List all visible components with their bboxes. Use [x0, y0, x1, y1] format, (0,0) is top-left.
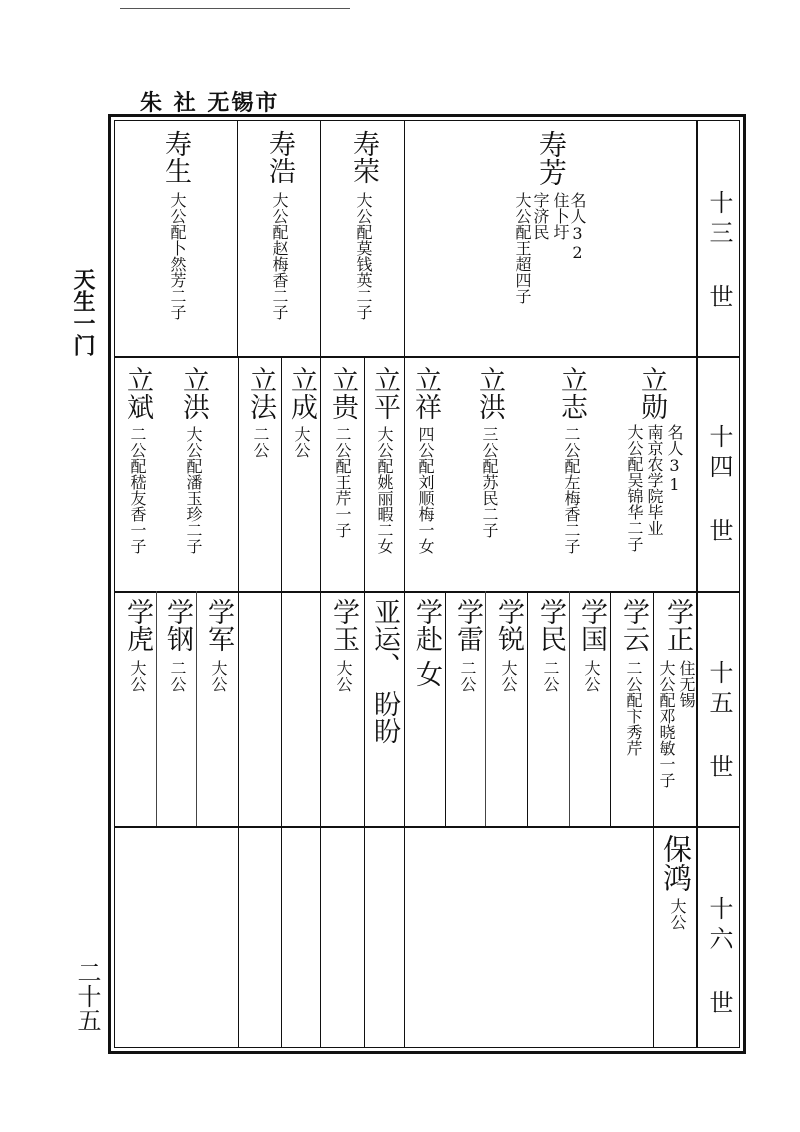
person-name: 学正: [662, 598, 693, 652]
cell-divider: [320, 356, 321, 591]
generation-label-14: 十四 世: [705, 424, 733, 548]
person-note: 住卜圩: [551, 192, 570, 240]
generation-label-16: 十六 世: [705, 896, 733, 1020]
person-note: 大公: [499, 660, 518, 692]
cell-divider: [156, 591, 157, 826]
cell-divider: [445, 591, 446, 826]
person-note: 二公: [541, 660, 560, 692]
person-note: 女: [411, 660, 442, 687]
cell-divider: [320, 120, 321, 356]
person-name: 学云: [618, 598, 649, 652]
row-divider: [114, 591, 740, 593]
person-name: 学民: [535, 598, 566, 652]
cell-divider: [527, 591, 528, 826]
person-name: 保鸿: [659, 834, 693, 892]
person-name: 学虎: [122, 598, 153, 652]
person-note: 大公: [582, 660, 601, 692]
person-note: 二公配左梅香二子: [562, 426, 581, 554]
generation-label-13: 十三 世: [705, 190, 733, 314]
page-number: 二十五: [73, 960, 101, 1032]
person-name: 立法: [245, 366, 276, 420]
person-name: 学国: [576, 598, 607, 652]
cell-divider: [238, 591, 239, 1048]
person-note: 二公: [168, 660, 187, 692]
person-name: 学锐: [493, 598, 524, 652]
person-note: 二公: [251, 426, 270, 458]
person-note: 南京农学院毕业: [645, 424, 664, 536]
cell-divider: [364, 591, 365, 1048]
header-title: 朱 社 无锡市: [140, 90, 280, 116]
table-frame-inner: [114, 120, 740, 1048]
person-note: 名人32: [568, 192, 587, 262]
person-note: 名人31: [665, 424, 684, 494]
person-note: 大公配姚丽暇二女: [375, 426, 394, 554]
person-note: 大公配吴锦华二子: [625, 424, 644, 552]
person-note: 大公: [209, 660, 228, 692]
person-name: 学赴: [411, 598, 442, 652]
person-note: 盼盼: [369, 690, 400, 744]
side-label: 天生一门: [70, 268, 96, 356]
person-note: 大公配邓晓敏一子: [657, 660, 676, 788]
person-name: 学玉: [328, 598, 359, 652]
person-name: 寿芳: [535, 130, 568, 186]
person-note: 住无锡: [677, 660, 696, 708]
person-name: 立平: [369, 366, 400, 420]
row-divider: [114, 826, 740, 828]
cell-divider: [404, 356, 405, 591]
person-note: 大公配卜然芳二子: [168, 192, 187, 320]
person-name: 寿荣: [348, 130, 379, 184]
person-note: 大公配赵梅香二子: [270, 192, 289, 320]
column-divider: [696, 120, 698, 1048]
cell-divider: [485, 591, 486, 826]
cell-divider: [320, 591, 321, 1048]
scan-mark: [120, 8, 350, 9]
row-divider: [114, 356, 740, 358]
cell-divider: [281, 356, 282, 591]
person-name: 立贵: [327, 366, 358, 420]
person-note: 二公配嵇友香一子: [128, 426, 147, 554]
person-note: 二公: [458, 660, 477, 692]
person-name: 学钢: [162, 598, 193, 652]
cell-divider: [364, 356, 365, 591]
person-note: 大公: [292, 426, 311, 458]
person-note: 大公配潘玉珍二子: [184, 426, 203, 554]
person-note: 二公配卞秀芹: [624, 660, 643, 756]
cell-divider: [238, 356, 239, 591]
person-name: 立祥: [410, 366, 441, 420]
person-note: 三公配苏民二子: [480, 426, 499, 538]
person-name: 立斌: [122, 366, 153, 420]
person-name: 寿生: [160, 130, 191, 184]
person-note: 四公配刘顺梅一女: [416, 426, 435, 554]
person-note: 大公: [128, 660, 147, 692]
person-note: 大公: [334, 660, 353, 692]
cell-divider: [610, 591, 611, 826]
generation-label-15: 十五 世: [705, 660, 733, 784]
person-name: 立志: [556, 366, 587, 420]
cell-divider: [404, 591, 405, 1048]
person-name: 立洪: [178, 366, 209, 420]
cell-divider: [569, 591, 570, 826]
person-note: 二公配王芹一子: [333, 426, 352, 538]
person-name: 立洪: [474, 366, 505, 420]
person-note: 大公配王超四子: [513, 192, 532, 304]
person-note: 大公: [668, 898, 687, 930]
person-name: 学军: [203, 598, 234, 652]
person-note: 字济民: [531, 192, 550, 240]
cell-divider: [404, 120, 405, 356]
person-name: 亚运、: [369, 598, 400, 679]
cell-divider: [196, 591, 197, 826]
cell-divider: [237, 120, 238, 356]
person-note: 大公配莫钱英二子: [354, 192, 373, 320]
cell-divider: [653, 591, 654, 1048]
person-name: 学雷: [452, 598, 483, 652]
cell-divider: [281, 591, 282, 1048]
person-name: 寿浩: [264, 130, 295, 184]
person-name: 立勋: [636, 366, 667, 420]
person-name: 立成: [286, 366, 317, 420]
